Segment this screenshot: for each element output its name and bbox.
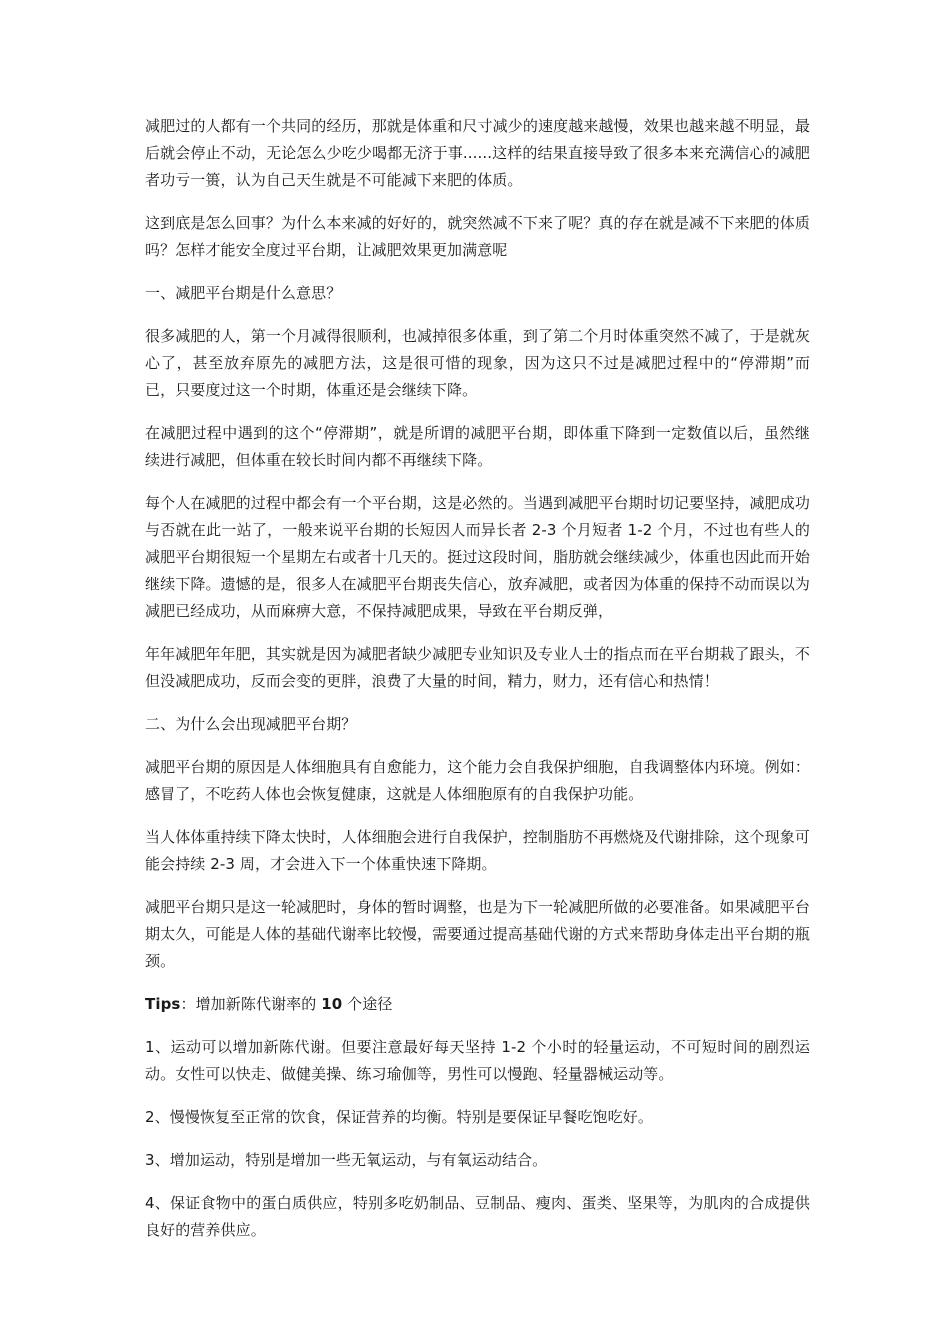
section-2-paragraph-2: 当人体体重持续下降太快时，人体细胞会进行自我保护，控制脂肪不再燃烧及代谢排除，这个现象可能会持续 2-3 周，才会进入下一个体重快速下降期。 — [145, 828, 810, 873]
tips-text-before: 增加新陈代谢率的 — [195, 995, 322, 1013]
tips-item-1: 1、运动可以增加新陈代谢。但要注意最好每天坚持 1-2 个小时的轻量运动，不可短时间的剧烈运动。女性可以快走、做健美操、练习瑜伽等，男性可以慢跑、轻量器械运动等。 — [145, 1038, 810, 1083]
question-paragraph: 这到底是怎么回事？为什么本来减的好好的，就突然减不下来了呢？真的存在就是减不下来肥的体质吗？怎样才能安全度过平台期，让减肥效果更加满意呢 — [145, 214, 810, 259]
tips-text-after: 个途径 — [342, 995, 393, 1013]
section-heading-1: 一、减肥平台期是什么意思？ — [145, 284, 342, 302]
section-1-paragraph-2: 在减肥过程中遇到的这个“停滞期”，就是所谓的减肥平台期，即体重下降到一定数值以后，虽然继续进行减肥，但体重在较长时间内都不再继续下降。 — [145, 424, 810, 469]
section-1-paragraph-4: 年年减肥年年肥，其实就是因为减肥者缺少减肥专业知识及专业人士的指点而在平台期栽了跟头，不但没减肥成功，反而会变的更胖，浪费了大量的时间，精力，财力，还有信心和热情！ — [145, 645, 810, 690]
tips-label: Tips — [145, 995, 181, 1013]
tips-heading — [145, 991, 810, 1018]
intro-paragraph: 减肥过的人都有一个共同的经历，那就是体重和尺寸减少的速度越来越慢，效果也越来越不明显，最后就会停止不动，无论怎么少吃少喝都无济于事......这样的结果直接导致了很多本来充满信心的减肥者功亏一篑，认为自己天生就是不可能减下来肥的体质。 — [145, 117, 810, 189]
section-1-paragraph-1: 很多减肥的人，第一个月减得很顺利，也减掉很多体重，到了第二个月时体重突然不减了，于是就灰心了，甚至放弃原先的减肥方法，这是很可惜的现象，因为这只不过是减肥过程中的“停滞期”而已，只要度过这一个时期，体重还是会继续下降。 — [145, 327, 810, 399]
section-1-paragraph-3: 每个人在减肥的过程中都会有一个平台期，这是必然的。当遇到减肥平台期时切记要坚持，减肥成功与否就在此一站了，一般来说平台期的长短因人而异长者 2-3 个月短者 1-2 个月，不过也有些人的减肥平台期很短一个星期左右或者十几天的。挺过这段时间，脂肪就会继续减少，体重也因此而开始继续下降。遗憾的是，很多人在减肥平台期丧失信心，放弃减肥，或者因为体重的保持不动而误以为减肥已经成功，从而麻痹大意，不保持减肥成果，导致在平台期反弹， — [145, 494, 810, 620]
document-page — [145, 113, 810, 1260]
section-heading-2: 二、为什么会出现减肥平台期？ — [145, 715, 357, 733]
tips-item-4: 4、保证食物中的蛋白质供应，特别多吃奶制品、豆制品、瘦肉、蛋类、坚果等，为肌肉的合成提供良好的营养供应。 — [145, 1194, 810, 1239]
tips-item-3: 3、增加运动，特别是增加一些无氧运动，与有氧运动结合。 — [145, 1151, 548, 1169]
section-2-paragraph-1: 减肥平台期的原因是人体细胞具有自愈能力，这个能力会自我保护细胞，自我调整体内环境。例如：感冒了，不吃药人体也会恢复健康，这就是人体细胞原有的自我保护功能。 — [145, 758, 810, 803]
tips-item-2: 2、慢慢恢复至正常的饮食，保证营养的均衡。特别是要保证早餐吃饱吃好。 — [145, 1108, 653, 1126]
tips-separator: ： — [180, 995, 196, 1013]
section-2-paragraph-3: 减肥平台期只是这一轮减肥时，身体的暂时调整，也是为下一轮减肥所做的必要准备。如果减肥平台期太久，可能是人体的基础代谢率比较慢，需要通过提高基础代谢的方式来帮助身体走出平台期的瓶颈。 — [145, 898, 810, 970]
tips-number: 10 — [321, 995, 343, 1013]
